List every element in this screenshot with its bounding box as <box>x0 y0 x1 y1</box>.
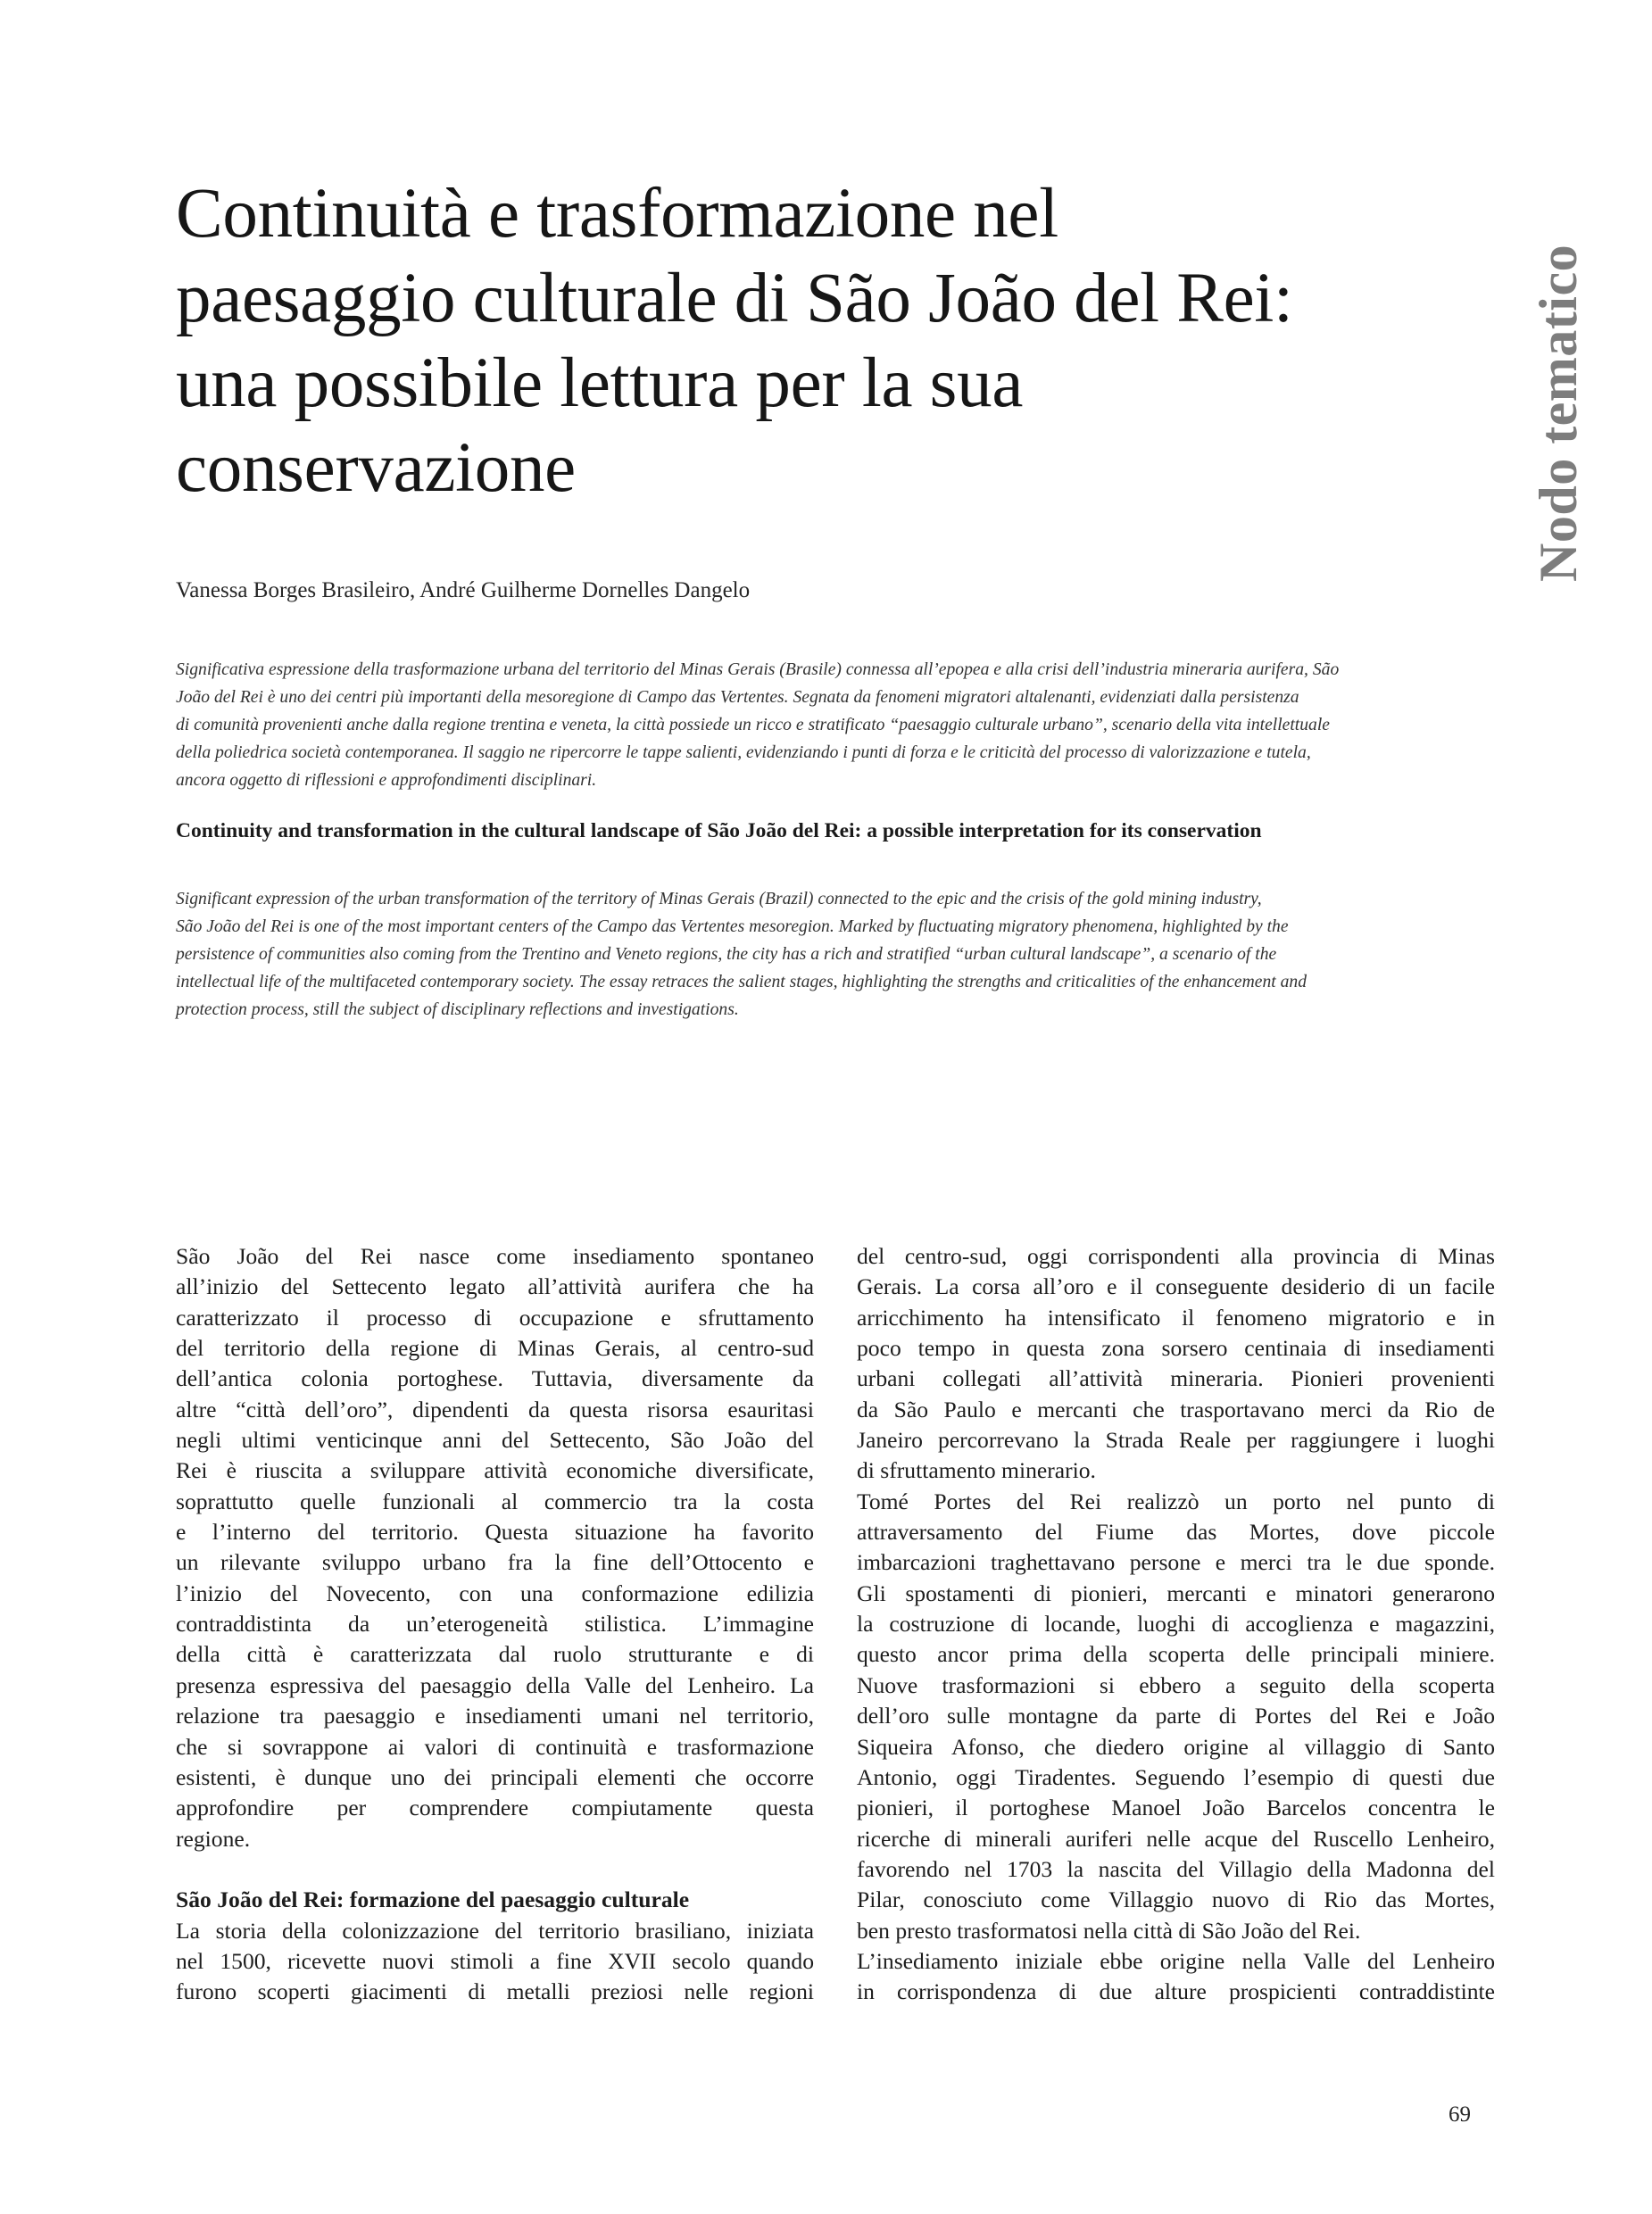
body-line: relazione tra paesaggio e insediamenti umani nel territorio, <box>176 1703 814 1729</box>
body-line: l’inizio del Novecento, con una conformazione edilizia <box>176 1580 814 1606</box>
body-line: esistenti, è dunque uno dei principali elementi che occorre <box>176 1763 814 1790</box>
body-line: Siqueira Afonso, che diedero origine al villaggio di Santo <box>857 1733 1495 1760</box>
body-line: della città è caratterizzata dal ruolo strutturante e di <box>176 1641 814 1668</box>
body-line: poco tempo in questa zona sorsero centinaia di insediamenti <box>857 1335 1495 1362</box>
body-line: favorendo nel 1703 la nascita del Villagio della Madonna del <box>857 1855 1495 1882</box>
body-line: di sfruttamento minerario. <box>857 1457 1096 1484</box>
abstract-line: intellectual life of the multifaceted contemporary society. The essay retraces the salient stages, highlighting the strengths and criticalities of the enhancement and <box>176 973 1307 991</box>
title-line: una possibile lettura per la sua <box>176 344 1024 422</box>
body-line: urbani collegati all’attività mineraria. Pionieri provenienti <box>857 1365 1495 1392</box>
body-line: da São Paulo e mercanti che trasportavano merci da Rio de <box>857 1396 1495 1422</box>
body-line: attraversamento del Fiume das Mortes, dove piccole <box>857 1519 1495 1546</box>
page-number: 69 <box>1449 2102 1471 2127</box>
article-title <box>176 171 1515 510</box>
body-line: all’inizio del Settecento legato all’attività aurifera che ha <box>176 1273 814 1300</box>
abstract-line: persistence of communities also coming from the Trentino and Veneto regions, the city has a rich and stratified “urban cultural landscape”, a scenario of the <box>176 945 1277 964</box>
body-line: pionieri, il portoghese Manoel João Barcelos concentra le <box>857 1795 1495 1821</box>
body-line: Rei è riuscita a sviluppare attività economiche diversificate, <box>176 1457 814 1484</box>
english-title: Continuity and transformation in the cultural landscape of São João del Rei: a possible interpretation for its conservation <box>176 819 1262 842</box>
body-line: soprattutto quelle funzionali al commercio tra la costa <box>176 1488 814 1514</box>
body-line: nel 1500, ricevette nuovi stimoli a fine XVII secolo quando <box>176 1947 814 1974</box>
body-line: Janeiro percorrevano la Strada Reale per raggiungere i luoghi <box>857 1427 1495 1454</box>
body-line: del territorio della regione di Minas Gerais, al centro-sud <box>176 1335 814 1362</box>
body-line: del centro-sud, oggi corrispondenti alla provincia di Minas <box>857 1243 1495 1269</box>
title-line: Continuità e trasformazione nel <box>176 175 1058 253</box>
body-line: Nuove trasformazioni si ebbero a seguito della scoperta <box>857 1671 1495 1698</box>
body-line: contraddistinta da un’eterogeneità stilistica. L’immagine <box>176 1611 814 1638</box>
abstract-italian <box>176 656 1477 794</box>
body-line: furono scoperti giacimenti di metalli preziosi nelle regioni <box>176 1978 814 2005</box>
abstract-line: della poliedrica società contemporanea. Il saggio ne ripercorre le tappe salienti, evidenziando i punti di forza e le criticità del processo di valorizzazione e tutela, <box>176 743 1311 762</box>
abstract-line: Significativa espressione della trasformazione urbana del territorio del Minas Gerais (Brasile) connessa all’epopea e alla crisi dell’industria mineraria aurifera, São <box>176 660 1340 679</box>
paragraph-gap <box>176 1854 814 1885</box>
abstract-line: João del Rei è uno dei centri più importanti della mesoregione di Campo das Vertentes. Segnata da fenomeni migratori altalenanti, evidenziati dalla persistenza <box>176 688 1299 707</box>
body-line: un rilevante sviluppo urbano fra la fine dell’Ottocento e <box>176 1549 814 1576</box>
abstract-line: Significant expression of the urban transformation of the territory of Minas Gerais (Brazil) connected to the epic and the crisis of the gold mining industry, <box>176 890 1262 908</box>
body-line: approfondire per comprendere compiutamente questa <box>176 1795 814 1821</box>
section-heading: São João del Rei: formazione del paesaggio culturale <box>176 1886 690 1913</box>
body-line: che si sovrappone ai valori di continuità e trasformazione <box>176 1733 814 1760</box>
body-line: Gli spostamenti di pionieri, mercanti e minatori generarono <box>857 1580 1495 1606</box>
body-line: questo ancor prima della scoperta delle principali miniere. <box>857 1641 1495 1668</box>
body-line: La storia della colonizzazione del territorio brasiliano, iniziata <box>176 1917 814 1944</box>
body-line: e l’interno del territorio. Questa situazione ha favorito <box>176 1519 814 1546</box>
section-side-label: Nodo tematico <box>1529 244 1588 582</box>
body-line: regione. <box>176 1825 251 1852</box>
body-line: dell’antica colonia portoghese. Tuttavia, diversamente da <box>176 1365 814 1392</box>
abstract-line: ancora oggetto di riflessioni e approfondimenti disciplinari. <box>176 771 597 790</box>
body-line: ricerche di minerali auriferi nelle acque del Ruscello Lenheiro, <box>857 1825 1495 1852</box>
body-line: caratterizzato il processo di occupazione e sfruttamento <box>176 1304 814 1331</box>
body-line: Pilar, conosciuto come Villaggio nuovo di Rio das Mortes, <box>857 1886 1495 1913</box>
title-line: conservazione <box>176 429 576 507</box>
body-line: la costruzione di locande, luoghi di accoglienza e magazzini, <box>857 1611 1495 1638</box>
abstract-english <box>176 885 1477 1024</box>
body-line: dell’oro sulle montagne da parte di Portes del Rei e João <box>857 1703 1495 1729</box>
body-column-left <box>176 1241 814 2008</box>
body-line: negli ultimi venticinque anni del Settecento, São João del <box>176 1427 814 1454</box>
authors: Vanessa Borges Brasileiro, André Guilherme Dornelles Dangelo <box>176 578 751 602</box>
body-line: Antonio, oggi Tiradentes. Seguendo l’esempio di questi due <box>857 1763 1495 1790</box>
body-column-right <box>857 1241 1495 2008</box>
body-line: ben presto trasformatosi nella città di São João del Rei. <box>857 1917 1361 1944</box>
body-line: São João del Rei nasce come insediamento spontaneo <box>176 1243 814 1269</box>
title-line: paesaggio culturale di São João del Rei: <box>176 260 1293 337</box>
body-line: presenza espressiva del paesaggio della Valle del Lenheiro. La <box>176 1671 814 1698</box>
abstract-line: protection process, still the subject of disciplinary reflections and investigations. <box>176 1000 739 1019</box>
abstract-line: São João del Rei is one of the most important centers of the Campo das Vertentes mesoregion. Marked by fluctuating migratory phenomena, highlighted by the <box>176 917 1289 936</box>
abstract-line: di comunità provenienti anche dalla regione trentina e veneta, la città possiede un ricco e stratificato “paesaggio culturale urbano”, scenario della vita intellettuale <box>176 716 1330 734</box>
body-line: arricchimento ha intensificato il fenomeno migratorio e in <box>857 1304 1495 1331</box>
body-line: altre “città dell’oro”, dipendenti da questa risorsa esauritasi <box>176 1396 814 1422</box>
body-line: imbarcazioni traghettavano persone e merci tra le due sponde. <box>857 1549 1495 1576</box>
body-line: L’insediamento iniziale ebbe origine nella Valle del Lenheiro <box>857 1947 1495 1974</box>
body-line: in corrispondenza di due alture prospicienti contraddistinte <box>857 1978 1495 2005</box>
body-line: Gerais. La corsa all’oro e il conseguente desiderio di un facile <box>857 1273 1495 1300</box>
body-line: Tomé Portes del Rei realizzò un porto nel punto di <box>857 1488 1495 1514</box>
